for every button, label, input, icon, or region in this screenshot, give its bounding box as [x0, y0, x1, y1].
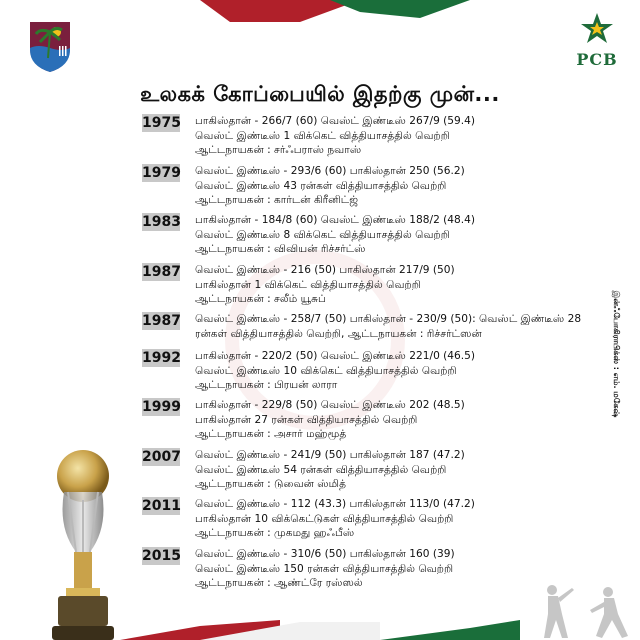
pcb-logo-text: PCB: [576, 50, 618, 69]
entry-line: பாகிஸ்தான் 27 ரன்கள் வித்தியாசத்தில் வெற்றி: [195, 413, 418, 426]
entry-line: வெஸ்ட் இண்டீஸ் - 241/9 (50) பாகிஸ்தான் 187 (47.2): [195, 449, 465, 461]
entry-line: வெஸ்ட் இண்டீஸ் - 258/7 (50) பாகிஸ்தான் - 230/9 (50): வெஸ்ட் இண்டீஸ் 28 ரன்கள் வித்தியாசத்தில் வெற்றி, ஆட்டநாயகன் : ரிச்சர்ட்ஸன்: [195, 313, 582, 340]
entry-line: பாகிஸ்தான் - 266/7 (60) வெஸ்ட் இண்டீஸ் 267/9 (59.4): [195, 115, 476, 127]
page-title: உலகக் கோப்பையில் இதற்கு முன்...: [140, 82, 500, 106]
entry-line: வெஸ்ட் இண்டீஸ் 54 ரன்கள் வித்தியாசத்தில் வெற்றி: [195, 463, 447, 476]
entry-line: வெஸ்ட் இண்டீஸ் 150 ரன்கள் வித்தியாசத்தில் வெற்றி: [195, 562, 454, 575]
entry-line: வெஸ்ட் இண்டீஸ் - 216 (50) பாகிஸ்தான் 217/9 (50): [195, 264, 455, 276]
west-indies-logo: [26, 18, 74, 74]
entry-line: வெஸ்ட் இண்டீஸ் - 310/6 (50) பாகிஸ்தான் 160 (39): [195, 548, 455, 560]
entry-line: பாகிஸ்தான் 1 விக்கெட் வித்தியாசத்தில் வெற்றி: [195, 278, 421, 291]
entry-line: ஆட்டநாயகன் : சர்ஃபராஸ் நவாஸ்: [195, 144, 362, 156]
entry-line: ஆட்டநாயகன் : ஆண்ட்ரே ரஸ்ஸல்: [195, 577, 363, 589]
year-badge: 1987: [142, 313, 181, 329]
entry-line: ஆட்டநாயகன் : டுவைன் ஸ்மித்: [195, 478, 346, 490]
entry-line: ஆட்டநாயகன் : சலீம் யூசுப்: [195, 293, 326, 305]
entry-line: வெஸ்ட் இண்டீஸ் 10 விக்கெட் வித்தியாசத்தில் வெற்றி: [195, 364, 457, 377]
world-cup-trophy-image: [28, 448, 138, 640]
entry-line: வெஸ்ட் இண்டீஸ் 8 விக்கெட் வித்தியாசத்தில் வெற்றி: [195, 228, 450, 241]
entry-line: பாகிஸ்தான் - 229/8 (50) வெஸ்ட் இண்டீஸ் 202 (48.5): [195, 399, 465, 411]
year-badge: 1992: [142, 350, 181, 366]
entry-line: பாகிஸ்தான் - 220/2 (50) வெஸ்ட் இண்டீஸ் 221/0 (46.5): [195, 350, 476, 362]
entry-line: வெஸ்ட் இண்டீஸ் 43 ரன்கள் வித்தியாசத்தில் வெற்றி: [195, 179, 447, 192]
entry-line: ஆட்டநாயகன் : விவியன் ரிச்சர்ட்ஸ்: [195, 243, 366, 255]
year-badge: 1975: [142, 115, 181, 131]
year-badge: 1987: [142, 264, 181, 280]
entry-line: ஆட்டநாயகன் : அசார் மஹ்மூத்: [195, 428, 347, 440]
year-badge: 2007: [142, 449, 181, 465]
year-badge: 1983: [142, 214, 181, 230]
top-decor-stripes: [0, 0, 640, 22]
entry-line: வெஸ்ட் இண்டீஸ் - 112 (43.3) பாகிஸ்தான் 113/0 (47.2): [195, 498, 475, 510]
entry-line: பாகிஸ்தான் 10 விக்கெட்டுகள் வித்தியாசத்தில் வெற்றி: [195, 512, 454, 525]
cricketers-silhouette-image: [528, 580, 638, 640]
infographics-credit: [610, 268, 622, 440]
year-badge: 2011: [142, 498, 181, 514]
pcb-star-icon: [580, 12, 614, 46]
entry-line: வெஸ்ட் இண்டீஸ் - 293/6 (60) பாகிஸ்தான் 250 (56.2): [195, 165, 465, 177]
entry-line: ஆட்டநாயகன் : முகமது ஹஃபீஸ்: [195, 527, 355, 539]
year-badge: 1999: [142, 399, 181, 415]
year-badge: 2015: [142, 548, 181, 564]
entry-line: ஆட்டநாயகன் : பிரயன் லாரா: [195, 379, 338, 391]
entry-line: வெஸ்ட் இண்டீஸ் 1 விக்கெட் வித்தியாசத்தில் வெற்றி: [195, 129, 450, 142]
credit-text: இன்ஃபோகிராபிக்ஸ் : எம். மகேஷ்: [612, 290, 621, 418]
entry-line: ஆட்டநாயகன் : கார்டன் கிரீனிட்ஜ்: [195, 194, 359, 206]
year-badge: 1979: [142, 165, 181, 181]
entry-line: பாகிஸ்தான் - 184/8 (60) வெஸ்ட் இண்டீஸ் 188/2 (48.4): [195, 214, 476, 226]
